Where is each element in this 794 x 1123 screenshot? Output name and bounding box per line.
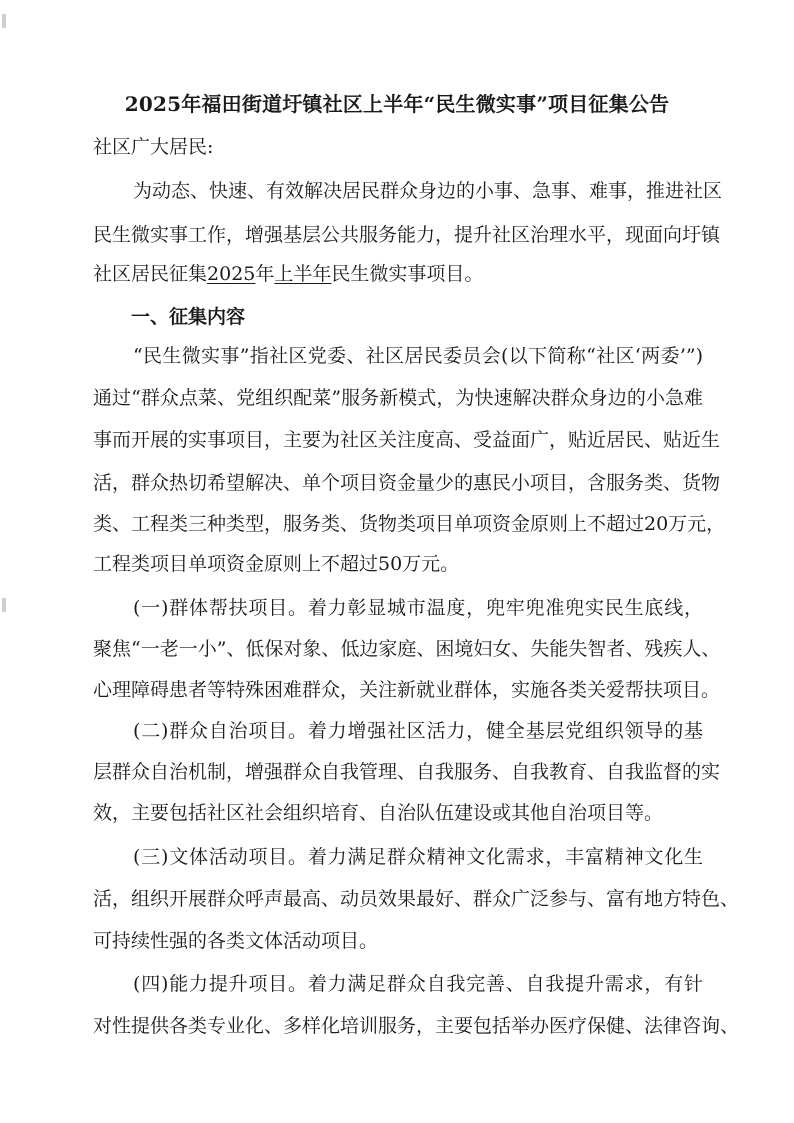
document-title: 2025年福田街道圩镇社区上半年“民生微实事”项目征集公告 bbox=[124, 92, 670, 116]
intro-text: 社区居民征集 bbox=[93, 263, 208, 285]
item-line: 效，主要包括社区社会组织培育、自治队伍建设或其他自治项目等。 bbox=[93, 802, 664, 824]
paragraph-line: 类、工程类三种类型，服务类、货物类项目单项资金原则上不超过20万元， bbox=[93, 513, 726, 535]
intro-line: 为动态、快速、有效解决居民群众身边的小事、急事、难事，推进社区 bbox=[133, 180, 723, 202]
item-line: 聚焦“一老一小”、低保对象、低边家庭、困境妇女、失能失智者、残疾人、 bbox=[93, 638, 721, 660]
item-line: 对性提供各类专业化、多样化培训服务，主要包括举办医疗保健、法律咨询、 bbox=[93, 1015, 740, 1037]
intro-text: 民生微实事项目。 bbox=[331, 263, 484, 285]
paragraph-line: 工程类项目单项资金原则上不超过50万元。 bbox=[93, 553, 460, 575]
paragraph-line: 通过“群众点菜、党组织配菜”服务新模式，为快速解决群众身边的小急难 bbox=[93, 387, 703, 409]
paragraph-line: “民生微实事”指社区党委、社区居民委员会(以下简称“社区‘两委’”) bbox=[133, 345, 703, 367]
item-line: 活，组织开展群众呼声最高、动员效果最好、群众广泛参与、富有地方特色、 bbox=[93, 888, 740, 910]
intro-text: 年 bbox=[255, 263, 275, 285]
item-line: (二)群众自治项目。着力增强社区活力，健全基层党组织领导的基 bbox=[133, 720, 703, 742]
item-line: 心理障碍患者等特殊困难群众，关注新就业群体，实施各类关爱帮扶项目。 bbox=[93, 679, 721, 701]
paragraph-line: 事而开展的实事项目，主要为社区关注度高、受益面广，贴近居民、贴近生 bbox=[93, 429, 721, 451]
item-line: 可持续性强的各类文体活动项目。 bbox=[93, 930, 379, 952]
intro-line: 民生微实事工作，增强基层公共服务能力，提升社区治理水平，现面向圩镇 bbox=[93, 224, 721, 246]
intro-line bbox=[93, 262, 703, 286]
item-line: (三)文体活动项目。着力满足群众精神文化需求，丰富精神文化生 bbox=[133, 846, 703, 868]
salutation: 社区广大居民: bbox=[93, 136, 214, 158]
item-line: (四)能力提升项目。着力满足群众自我完善、自我提升需求，有针 bbox=[133, 973, 703, 995]
section-heading: 一、征集内容 bbox=[131, 306, 246, 328]
item-line: 层群众自治机制，增强群众自我管理、自我服务、自我教育、自我监督的实 bbox=[93, 761, 721, 783]
item-line: (一)群体帮扶项目。着力彰显城市温度，兜牢兜准兜实民生底线， bbox=[133, 597, 703, 619]
paragraph-line: 活，群众热切希望解决、单个项目资金量少的惠民小项目，含服务类、货物 bbox=[93, 472, 721, 494]
intro-year: 2025 bbox=[207, 263, 256, 285]
intro-half: 上半年 bbox=[274, 263, 332, 285]
scan-margin-mark bbox=[2, 598, 6, 612]
scan-margin-mark bbox=[2, 14, 6, 28]
